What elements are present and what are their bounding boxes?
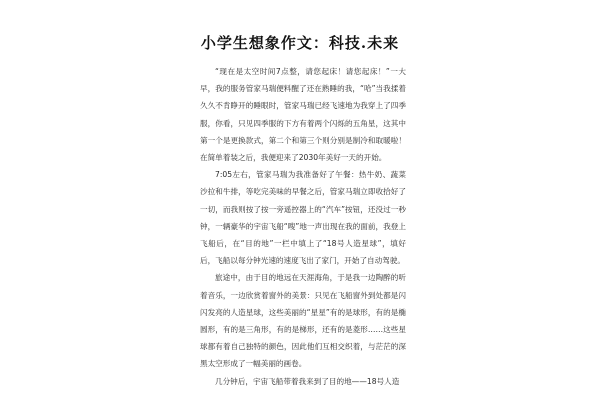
paragraph: 7:05左右，管家马瑞为我准备好了午餐：热牛奶、蔬菜沙拉和牛排，等吃完美味的早餐之后，管家马瑞立即收拾好了一切，而我则按了按一旁遥控器上的“汽车”按钮，还没过一秒钟，一辆豪华的宇宙飞船“嗖”地一声出现在我的面前，我登上飞船后，在“目的地”一栏中填上了“18号人造星球”，填好后，飞船以每分钟光速的速度飞出了家门，开始了自动驾驶。 [200,170,406,266]
essay-title: 小学生想象作文：科技.未来 [200,34,400,52]
paragraph: 几分钟后，宇宙飞船带着我来到了目的地——18号人造 [215,376,400,386]
paragraph: 旅途中，由于目的地远在天涯海角，于是我一边陶醉的听着音乐，一边欣赏着窗外的美景：只见在飞船窗外到处都是闪闪发亮的人造星球，这些美丽的“星星”有的是球形，有的是椭圆形，有的是三角形，有的是梯形，还有的是菱形……这些星球都有着自己独特的颜色，因此他们互相交织着，与茫茫的深黑太空形成了一幅美丽的画卷。 [200,273,406,369]
paragraph: “现在是太空时间7点整，请您起床！请您起床！”一大早，我的服务管家马瑞便料醒了还在熟睡的我，“哈”当我揉着久久不肯睁开的睡眼时，管家马瑞已经飞速地为我穿上了四季服，你看，只见四季服的下方有着两个闪烁的五角星，这其中第一个是更换款式，第二个和第三个则分别是制冷和取暖啦！在简单着装之后，我便迎来了2030年美好一天的开始。 [200,67,406,163]
essay-body [200,63,406,390]
